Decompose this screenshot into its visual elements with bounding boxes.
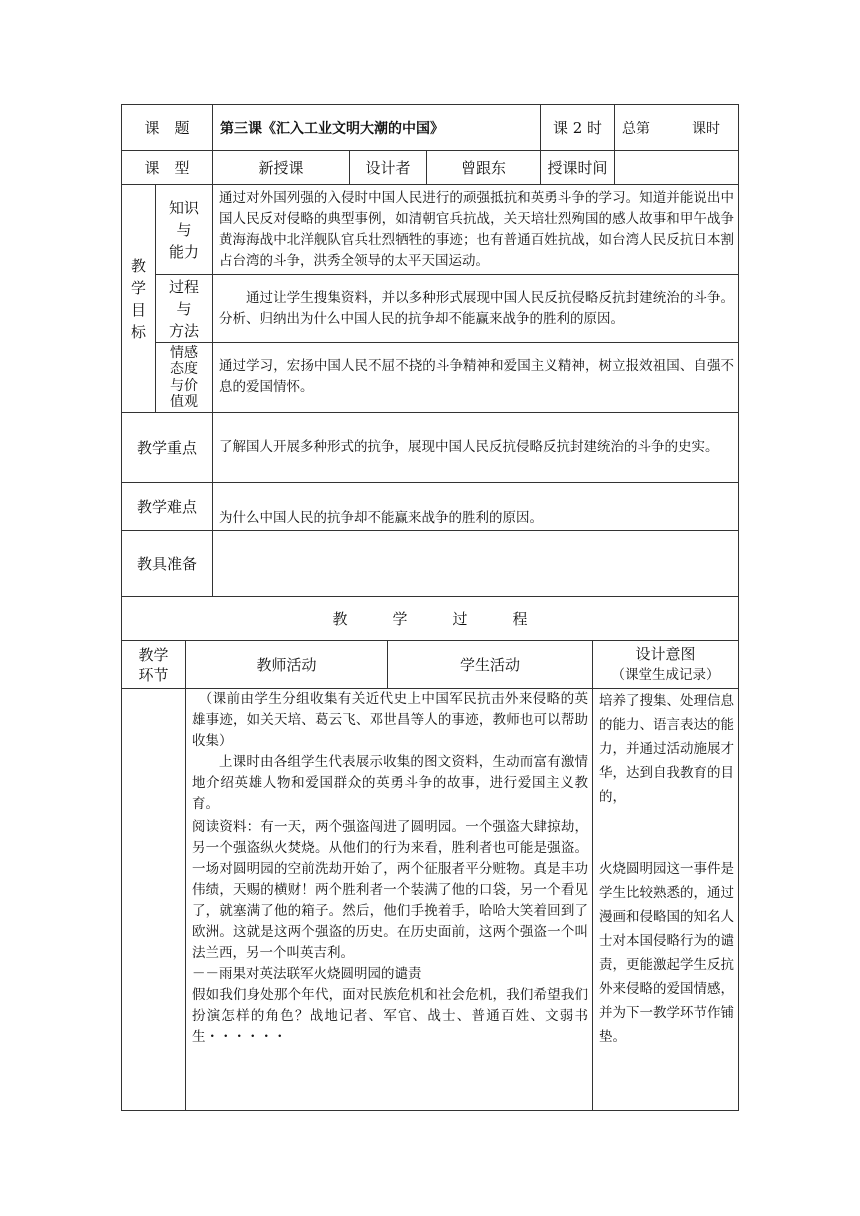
knowledge-text: 通过对外国列强的入侵时中国人民进行的顽强抵抗和英勇斗争的学习。知道并能说出中国人民反对侵略的典型事例，如清朝官兵抗战，关天培壮烈殉国的感人故事和甲午战争黄海海战中北洋舰队官兵壮烈牺牲的事迹；也有普通百姓抗战，如台湾人民反抗日本割占台湾的斗争，洪秀全领导的太平天国运动。 — [219, 190, 734, 269]
col-divider — [592, 640, 593, 1111]
type-label: 课 型 — [144, 159, 190, 177]
design-paragraph: 培养了搜集、处理信息的能力、语言表达的能力，并通过活动施展才华，达到自我教育的目的， — [599, 693, 734, 805]
design-intent-body — [599, 689, 734, 1109]
design-intent-header: 设计意图 （课堂生成记录） — [611, 644, 720, 683]
stage-cell — [122, 689, 185, 1110]
topic-value: 第三课《汇入工业文明大潮的中国》 — [220, 120, 444, 137]
stage-header: 教学 环节 — [138, 645, 169, 684]
difficulty-label: 教学难点 — [136, 498, 197, 516]
teacher-paragraph: 假如我们身处那个年代，面对民族危机和社会危机，我们希望我们扮演怎样的角色？战地记者、军官、战士、普通百姓、文弱书生・・・・・・ — [192, 987, 588, 1045]
table-border — [121, 1110, 739, 1111]
teacher-paragraph: －－雨果对英法联军火烧圆明园的谴责 — [192, 966, 422, 982]
teacher-paragraph: 上课时由各组学生代表展示收集的图文资料，生动而富有激情地介绍英雄人物和爱国群众的英勇斗争的故事，进行爱国主义教育。 — [192, 754, 588, 812]
row-divider — [121, 184, 739, 185]
topic-label: 课 题 — [144, 119, 190, 137]
designer-label: 设计者 — [365, 159, 411, 177]
col-divider — [185, 640, 186, 1111]
difficulty-text: 为什么中国人民的抗争却不能赢来战争的胜利的原因。 — [219, 510, 543, 526]
student-activity-header: 学生活动 — [459, 656, 520, 674]
process-title: 教 学 过 程 — [332, 610, 528, 628]
total-lessons: 总第 课时 — [622, 120, 720, 137]
key-point-text: 了解国人开展多种形式的抗争，展现中国人民反抗侵略反抗封建统治的斗争的史实。 — [219, 439, 719, 455]
col-divider — [212, 184, 213, 412]
table-border — [738, 104, 739, 1111]
row-divider — [121, 482, 739, 483]
teacher-paragraph: 阅读资料：有一天，两个强盗闯进了圆明园。一个强盗大肆掠劫，另一个强盗纵火焚烧。从他们的行为来看，胜利者也可能是强盗。一场对圆明园的空前洗劫开始了，两个征服者平分赃物。真是丰功伟绩，天赐的横财！两个胜利者一个装满了他的口袋，另一个看见了，就塞满了他的箱子。然后，他们手挽着手，哈哈大笑着回到了欧洲。这就是这两个强盗的历史。在历史面前，这两个强盗一个叫法兰西，另一个叫英吉利。 — [192, 819, 588, 961]
teacher-activity-body — [192, 689, 588, 1109]
emotion-text: 通过学习，宏扬中国人民不屈不挠的斗争精神和爱国主义精神，树立报效祖国、自强不息的爱国情怀。 — [219, 358, 734, 395]
col-divider — [212, 412, 213, 596]
knowledge-label: 知识 与 能力 — [168, 198, 199, 261]
goals-label: 教 学 目 标 — [130, 256, 146, 341]
tools-text[interactable] — [219, 540, 734, 590]
teacher-paragraph: （课前由学生分组收集有关近代史上中国军民抗击外来侵略的英雄事迹，如关天培、葛云飞、邓世昌等人的事迹，教师也可以帮助收集） — [192, 691, 588, 749]
type-value: 新授课 — [258, 159, 304, 177]
teacher-activity-header: 教师活动 — [256, 656, 317, 674]
row-divider — [155, 342, 739, 343]
designer-value: 曾跟东 — [460, 159, 506, 177]
time-label: 授课时间 — [547, 159, 608, 177]
process-label: 过程 与 方法 — [168, 277, 199, 340]
process-text: 通过让学生搜集资料，并以多种形式展现中国人民反抗侵略反抗封建统治的斗争。分析、归纳出为什么中国人民的抗争却不能赢来战争的胜利的原因。 — [219, 290, 734, 327]
design-paragraph: 火烧圆明园这一事件是学生比较熟悉的，通过漫画和侵略国的知名人士对本国侵略行为的谴责，更能激起学生反抗外来侵略的爱国情感，并为下一教学环节作铺垫。 — [599, 861, 734, 1045]
row-divider — [121, 530, 739, 531]
time-value[interactable] — [615, 151, 738, 184]
emotion-label: 情感 态度 与价 值观 — [170, 344, 198, 410]
tools-label: 教具准备 — [136, 555, 197, 573]
row-divider — [155, 274, 739, 275]
key-point-label: 教学重点 — [136, 439, 197, 457]
row-divider — [121, 412, 739, 413]
lesson-hours: 课 2 时 — [552, 119, 603, 137]
